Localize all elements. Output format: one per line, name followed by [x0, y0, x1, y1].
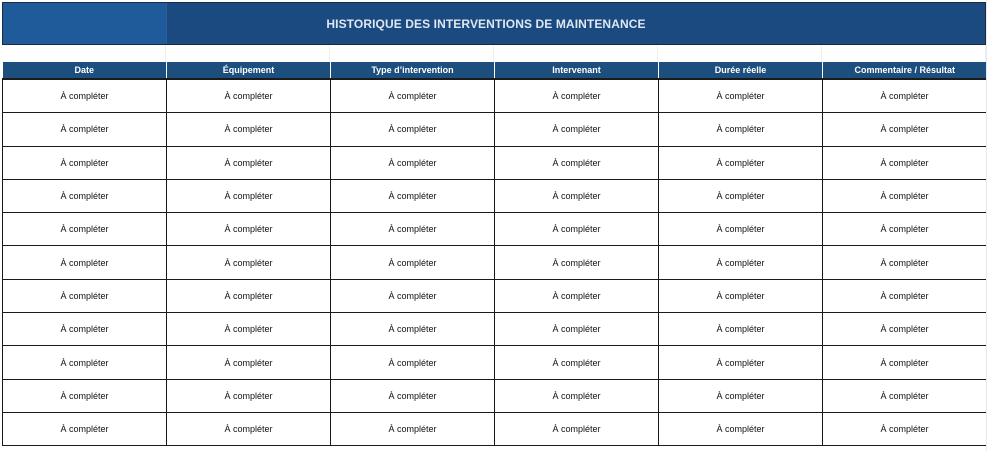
comment-cell[interactable]: À compléter: [823, 213, 987, 246]
comment-cell[interactable]: À compléter: [823, 279, 987, 312]
equipment-cell[interactable]: À compléter: [167, 313, 331, 346]
duration-cell[interactable]: À compléter: [659, 412, 823, 445]
comment-cell[interactable]: À compléter: [823, 113, 987, 146]
intervention-type-cell[interactable]: À compléter: [331, 412, 495, 445]
interventions-table: [2, 62, 987, 446]
equipment-cell[interactable]: À compléter: [167, 246, 331, 279]
table-row: [3, 146, 987, 179]
table-body: [3, 79, 987, 446]
header-comment-result[interactable]: Commentaire / Résultat: [823, 62, 987, 79]
title-banner-left-cell[interactable]: [3, 3, 167, 44]
equipment-cell[interactable]: À compléter: [167, 412, 331, 445]
technician-cell[interactable]: À compléter: [495, 113, 659, 146]
technician-cell[interactable]: À compléter: [495, 213, 659, 246]
header-technician[interactable]: Intervenant: [495, 62, 659, 79]
duration-cell[interactable]: À compléter: [659, 179, 823, 212]
equipment-cell[interactable]: À compléter: [167, 79, 331, 113]
duration-cell[interactable]: À compléter: [659, 146, 823, 179]
header-row: [3, 62, 987, 79]
header-date[interactable]: Date: [3, 62, 167, 79]
intervention-type-cell[interactable]: À compléter: [331, 79, 495, 113]
duration-cell[interactable]: À compléter: [659, 346, 823, 379]
table-row: [3, 213, 987, 246]
comment-cell[interactable]: À compléter: [823, 179, 987, 212]
technician-cell[interactable]: À compléter: [495, 246, 659, 279]
equipment-cell[interactable]: À compléter: [167, 146, 331, 179]
header-intervention-type[interactable]: Type d’intervention: [331, 62, 495, 79]
duration-cell[interactable]: À compléter: [659, 113, 823, 146]
technician-cell[interactable]: À compléter: [495, 146, 659, 179]
date-cell[interactable]: À compléter: [3, 213, 167, 246]
equipment-cell[interactable]: À compléter: [167, 113, 331, 146]
intervention-type-cell[interactable]: À compléter: [331, 313, 495, 346]
date-cell[interactable]: À compléter: [3, 379, 167, 412]
duration-cell[interactable]: À compléter: [659, 246, 823, 279]
spacer-cell[interactable]: [2, 45, 166, 62]
duration-cell[interactable]: À compléter: [659, 79, 823, 113]
date-cell[interactable]: À compléter: [3, 412, 167, 445]
date-cell[interactable]: À compléter: [3, 179, 167, 212]
intervention-type-cell[interactable]: À compléter: [331, 146, 495, 179]
table-row: [3, 79, 987, 113]
intervention-type-cell[interactable]: À compléter: [331, 246, 495, 279]
technician-cell[interactable]: À compléter: [495, 179, 659, 212]
intervention-type-cell[interactable]: À compléter: [331, 346, 495, 379]
technician-cell[interactable]: À compléter: [495, 279, 659, 312]
equipment-cell[interactable]: À compléter: [167, 346, 331, 379]
table-row: [3, 246, 987, 279]
date-cell[interactable]: À compléter: [3, 346, 167, 379]
table-row: [3, 313, 987, 346]
title-banner-merged-cell[interactable]: [167, 3, 985, 44]
technician-cell[interactable]: À compléter: [495, 379, 659, 412]
comment-cell[interactable]: À compléter: [823, 412, 987, 445]
intervention-type-cell[interactable]: À compléter: [331, 279, 495, 312]
intervention-type-cell[interactable]: À compléter: [331, 213, 495, 246]
comment-cell[interactable]: À compléter: [823, 146, 987, 179]
date-cell[interactable]: À compléter: [3, 246, 167, 279]
spacer-cell[interactable]: [166, 45, 330, 62]
comment-cell[interactable]: À compléter: [823, 313, 987, 346]
spacer-row: [2, 45, 986, 62]
spacer-cell[interactable]: [494, 45, 658, 62]
comment-cell[interactable]: À compléter: [823, 79, 987, 113]
duration-cell[interactable]: À compléter: [659, 313, 823, 346]
spacer-cell[interactable]: [330, 45, 494, 62]
sheet-title: HISTORIQUE DES INTERVENTIONS DE MAINTENANCE: [326, 16, 646, 31]
header-actual-duration[interactable]: Durée réelle: [659, 62, 823, 79]
equipment-cell[interactable]: À compléter: [167, 179, 331, 212]
intervention-type-cell[interactable]: À compléter: [331, 113, 495, 146]
technician-cell[interactable]: À compléter: [495, 313, 659, 346]
spacer-cell[interactable]: [822, 45, 986, 62]
intervention-type-cell[interactable]: À compléter: [331, 379, 495, 412]
technician-cell[interactable]: À compléter: [495, 346, 659, 379]
comment-cell[interactable]: À compléter: [823, 346, 987, 379]
comment-cell[interactable]: À compléter: [823, 246, 987, 279]
technician-cell[interactable]: À compléter: [495, 412, 659, 445]
sheet-right-margin: [986, 0, 999, 451]
title-banner: [2, 2, 986, 45]
comment-cell[interactable]: À compléter: [823, 379, 987, 412]
header-equipment[interactable]: Équipement: [167, 62, 331, 79]
intervention-type-cell[interactable]: À compléter: [331, 179, 495, 212]
duration-cell[interactable]: À compléter: [659, 379, 823, 412]
date-cell[interactable]: À compléter: [3, 113, 167, 146]
table-row: [3, 346, 987, 379]
date-cell[interactable]: À compléter: [3, 79, 167, 113]
table-row: [3, 379, 987, 412]
table-row: [3, 179, 987, 212]
date-cell[interactable]: À compléter: [3, 146, 167, 179]
spacer-cell[interactable]: [658, 45, 822, 62]
table-row: [3, 412, 987, 445]
equipment-cell[interactable]: À compléter: [167, 213, 331, 246]
equipment-cell[interactable]: À compléter: [167, 279, 331, 312]
duration-cell[interactable]: À compléter: [659, 213, 823, 246]
duration-cell[interactable]: À compléter: [659, 279, 823, 312]
table-row: [3, 279, 987, 312]
date-cell[interactable]: À compléter: [3, 279, 167, 312]
technician-cell[interactable]: À compléter: [495, 79, 659, 113]
date-cell[interactable]: À compléter: [3, 313, 167, 346]
table-row: [3, 113, 987, 146]
equipment-cell[interactable]: À compléter: [167, 379, 331, 412]
